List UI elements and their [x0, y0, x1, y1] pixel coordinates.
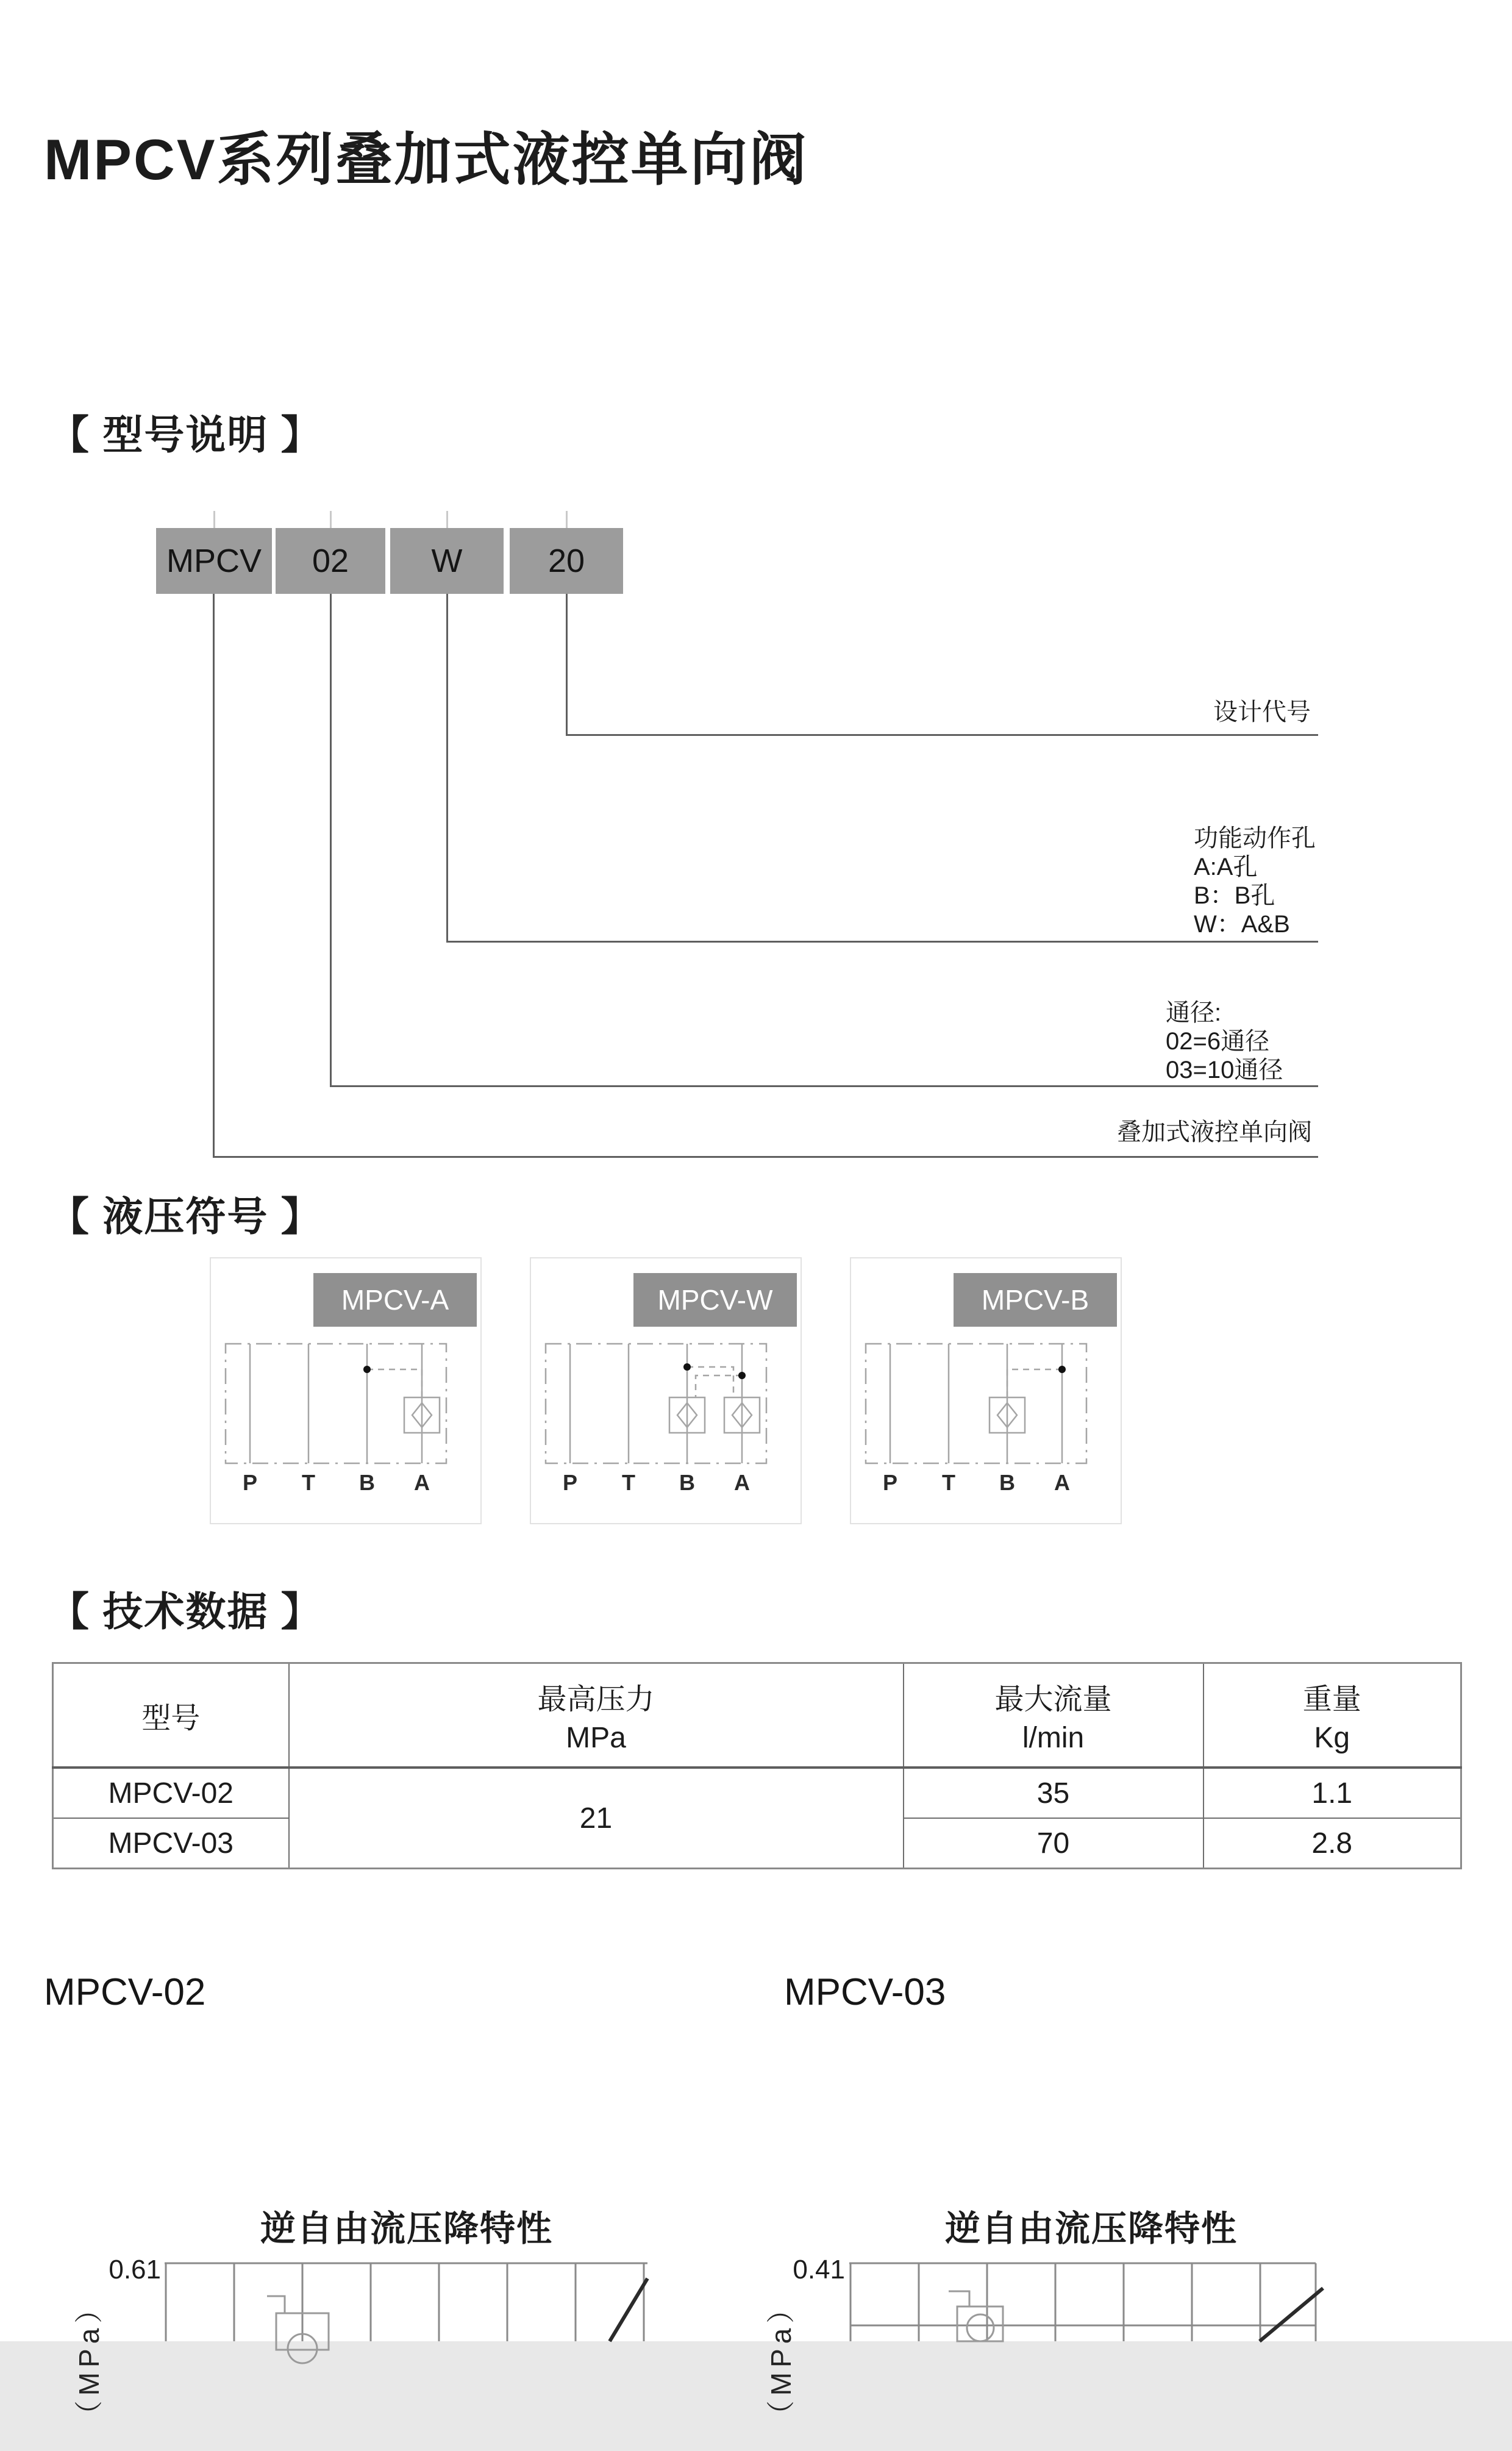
valve-symbol-body: [957, 2307, 1003, 2341]
cell-weight: 2.8: [1204, 1818, 1461, 1869]
chart-model-label-03: MPCV-03: [784, 1971, 946, 2013]
callout-diameter-03: 03=10通径: [1166, 1057, 1283, 1083]
callout-line: [213, 594, 215, 1157]
port-label-b: B: [359, 1470, 375, 1495]
port-label-a: A: [414, 1470, 430, 1495]
code-box-tick: [213, 511, 215, 528]
valve-symbol-ball: [967, 2314, 994, 2341]
code-box-function: W: [390, 528, 504, 594]
cell-model: MPCV-02: [53, 1768, 289, 1818]
col-header-weight-title: 重量: [1302, 1683, 1361, 1716]
code-box-tick: [330, 511, 332, 528]
port-label-t: T: [302, 1470, 315, 1495]
pilot-junction-dot: [1058, 1366, 1066, 1373]
pilot-junction-dot: [683, 1363, 691, 1371]
pilot-line: [687, 1367, 733, 1397]
symbol-card-mpcv-b: [850, 1257, 1122, 1524]
cell-pressure-merged: 21: [289, 1768, 904, 1869]
pressure-drop-curve: [1260, 2288, 1323, 2341]
symbol-boundary: [546, 1344, 766, 1463]
table-header-row: [53, 1663, 1461, 1768]
cell-flow: 35: [904, 1768, 1204, 1818]
valve-symbol-pilot-hook: [267, 2296, 285, 2313]
callout-line: [566, 594, 568, 735]
col-header-flow: [904, 1663, 1204, 1768]
hydraulic-symbol-diagram-w: [531, 1336, 801, 1519]
callout-diameter: [1166, 999, 1283, 1085]
code-box-design: 20: [510, 528, 623, 594]
valve-symbol-pilot-hook: [949, 2291, 969, 2307]
table-row: [53, 1768, 1461, 1818]
cell-weight: 1.1: [1204, 1768, 1461, 1818]
port-label-t: T: [622, 1470, 635, 1495]
y-axis-unit-label-03: （MPa）: [765, 2290, 797, 2429]
chart-title-02: 逆自由流压降特性: [260, 2209, 553, 2249]
symbol-card-label: MPCV-W: [633, 1273, 797, 1327]
pressure-drop-chart-02: [165, 2262, 647, 2341]
callout-line: [566, 734, 1318, 736]
hydraulic-symbol-diagram-b: [851, 1336, 1121, 1519]
code-box-series: MPCV: [156, 528, 272, 594]
port-label-t: T: [942, 1470, 955, 1495]
code-box-tick: [446, 511, 448, 528]
col-header-flow-unit: l/min: [1022, 1722, 1085, 1754]
port-label-a: A: [1054, 1470, 1070, 1495]
chart-title-03: 逆自由流压降特性: [944, 2209, 1238, 2249]
hydraulic-symbol-diagram-a: [211, 1336, 480, 1519]
callout-function-title: 功能动作孔: [1194, 825, 1316, 852]
callout-line: [213, 1156, 1318, 1158]
port-label-a: A: [734, 1470, 750, 1495]
callout-line: [330, 594, 332, 1086]
col-header-weight: [1204, 1663, 1461, 1768]
pressure-drop-chart-03: [849, 2262, 1332, 2341]
callout-line: [446, 941, 1318, 943]
callout-diameter-02: 02=6通径: [1166, 1028, 1270, 1055]
callout-line: [330, 1085, 1318, 1087]
code-box-tick: [566, 511, 568, 528]
callout-function-w: W：A&B: [1194, 911, 1290, 938]
col-header-flow-title: 最大流量: [994, 1683, 1112, 1716]
code-box-size: 02: [276, 528, 385, 594]
port-label-p: P: [562, 1470, 578, 1495]
symbol-card-label: MPCV-A: [313, 1273, 477, 1327]
pressure-drop-curve: [610, 2278, 647, 2341]
pilot-line: [367, 1369, 422, 1397]
chart-model-label-02: MPCV-02: [44, 1971, 206, 2013]
port-label-p: P: [242, 1470, 258, 1495]
y-axis-top-tick-02: 0.61: [109, 2255, 161, 2285]
callout-valve-name: 叠加式液控单向阀: [1117, 1119, 1312, 1146]
callout-function-a: A:A孔: [1194, 854, 1258, 880]
y-axis-unit-label-02: （MPa）: [73, 2290, 105, 2429]
col-header-model: 型号: [53, 1663, 289, 1768]
symbol-card-mpcv-w: [530, 1257, 802, 1524]
section-heading-symbol: 【 液压符号 】: [49, 1194, 323, 1239]
pilot-line: [1007, 1369, 1062, 1397]
cell-model: MPCV-03: [53, 1818, 289, 1869]
callout-design-code: 设计代号: [1213, 699, 1311, 726]
symbol-card-mpcv-a: [210, 1257, 482, 1524]
symbol-boundary: [866, 1344, 1086, 1463]
cell-flow: 70: [904, 1818, 1204, 1869]
page-title: MPCV系列叠加式液控单向阀: [44, 127, 808, 191]
callout-function-b: B：B孔: [1194, 882, 1275, 909]
pilot-junction-dot: [363, 1366, 371, 1373]
section-heading-model: 【 型号说明 】: [49, 412, 323, 457]
y-axis-top-tick-03: 0.41: [793, 2255, 845, 2285]
tech-data-table: [52, 1662, 1462, 1869]
port-label-p: P: [882, 1470, 898, 1495]
pilot-junction-dot: [738, 1372, 746, 1379]
col-header-pressure: [289, 1663, 904, 1768]
port-label-b: B: [679, 1470, 695, 1495]
port-label-b: B: [999, 1470, 1015, 1495]
col-header-pressure-unit: MPa: [566, 1722, 626, 1754]
symbol-card-label: MPCV-B: [954, 1273, 1117, 1327]
pilot-line: [696, 1375, 742, 1397]
callout-function-port: [1194, 824, 1316, 939]
symbol-boundary: [226, 1344, 446, 1463]
col-header-pressure-title: 最高压力: [537, 1683, 655, 1716]
section-heading-tech: 【 技术数据 】: [49, 1589, 323, 1634]
col-header-weight-unit: Kg: [1314, 1722, 1350, 1754]
callout-diameter-title: 通径:: [1166, 999, 1222, 1026]
callout-line: [446, 594, 448, 942]
